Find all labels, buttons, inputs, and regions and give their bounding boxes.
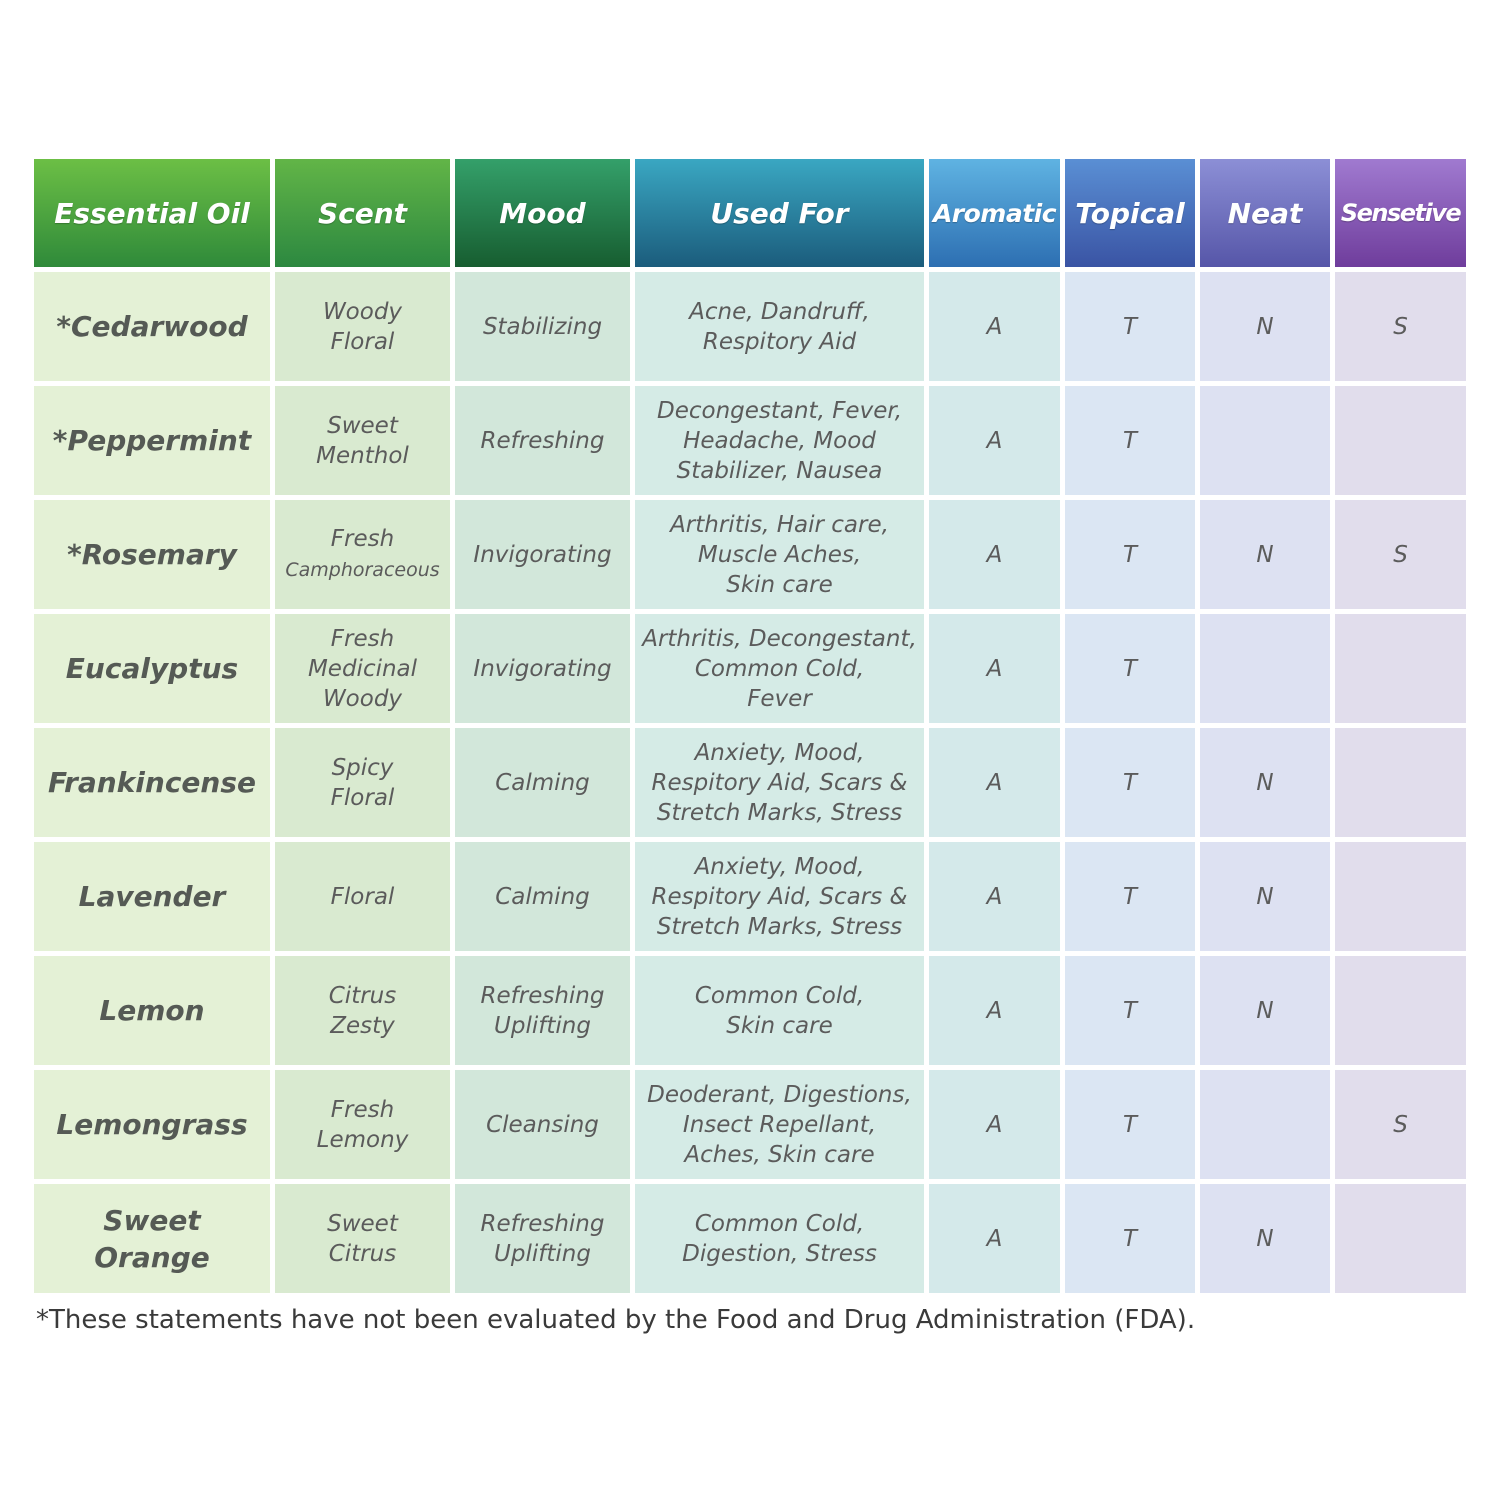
table-row [34,1184,1466,1293]
used-for-cell: Anxiety, Mood, Respitory Aid, Scars & Stretch Marks, Stress [635,842,924,951]
table-row [34,386,1466,495]
sensitive-cell [1335,614,1466,723]
neat-cell: N [1200,1184,1330,1293]
header-scent: Scent [275,159,450,267]
scent-line-1: Fresh [330,526,395,552]
header-sensitive: Sensetive [1335,159,1466,267]
neat-cell [1200,614,1330,723]
aromatic-cell: A [929,386,1060,495]
header-neat: Neat [1200,159,1330,267]
aromatic-cell: A [929,1184,1060,1293]
sensitive-cell [1335,386,1466,495]
used-for-cell: Deoderant, Digestions, Insect Repellant, Aches, Skin care [635,1070,924,1179]
sensitive-cell [1335,956,1466,1065]
used-for-cell: Arthritis, Decongestant, Common Cold, Fever [635,614,924,723]
neat-cell: N [1200,842,1330,951]
sensitive-cell: S [1335,272,1466,381]
topical-cell: T [1065,1184,1195,1293]
oil-name-cell: *Rosemary [34,500,270,609]
table-header [34,159,1466,267]
topical-cell: T [1065,1070,1195,1179]
table-row [34,272,1466,381]
oil-name-cell: Eucalyptus [34,614,270,723]
aromatic-cell: A [929,614,1060,723]
aromatic-cell: A [929,500,1060,609]
used-for-cell: Common Cold, Digestion, Stress [635,1184,924,1293]
mood-cell: Stabilizing [455,272,630,381]
neat-cell: N [1200,956,1330,1065]
topical-cell: T [1065,614,1195,723]
neat-cell: N [1200,728,1330,837]
neat-cell: N [1200,272,1330,381]
oil-name-cell: Sweet Orange [34,1184,270,1293]
topical-cell: T [1065,842,1195,951]
oil-name-cell: *Cedarwood [34,272,270,381]
oil-name-cell: Lemon [34,956,270,1065]
topical-cell: T [1065,956,1195,1065]
header-topical: Topical [1065,159,1195,267]
table-row [34,842,1466,951]
table-row [34,1070,1466,1179]
sensitive-cell [1335,728,1466,837]
header-row [34,159,1466,267]
neat-cell: N [1200,500,1330,609]
neat-cell [1200,386,1330,495]
topical-cell: T [1065,728,1195,837]
scent-cell: Sweet Menthol [275,386,450,495]
sensitive-cell: S [1335,1070,1466,1179]
mood-cell: Calming [455,842,630,951]
used-for-cell: Acne, Dandruff, Respitory Aid [635,272,924,381]
mood-cell: Calming [455,728,630,837]
scent-cell: Sweet Citrus [275,1184,450,1293]
essential-oils-table-container [34,159,1466,1293]
topical-cell: T [1065,500,1195,609]
oil-name-cell: *Peppermint [34,386,270,495]
aromatic-cell: A [929,272,1060,381]
topical-cell: T [1065,386,1195,495]
aromatic-cell: A [929,728,1060,837]
oil-name-cell: Lavender [34,842,270,951]
table-row [34,614,1466,723]
scent-cell: Fresh Lemony [275,1070,450,1179]
topical-cell: T [1065,272,1195,381]
table-row [34,728,1466,837]
scent-cell: Spicy Floral [275,728,450,837]
used-for-cell: Arthritis, Hair care, Muscle Aches, Skin care [635,500,924,609]
sensitive-cell [1335,842,1466,951]
sensitive-cell: S [1335,500,1466,609]
essential-oils-table [29,154,1471,1298]
scent-cell: Citrus Zesty [275,956,450,1065]
mood-cell: Refreshing Uplifting [455,1184,630,1293]
header-used-for: Used For [635,159,924,267]
header-aromatic: Aromatic [929,159,1060,267]
scent-cell [275,500,450,609]
used-for-cell: Decongestant, Fever, Headache, Mood Stabilizer, Nausea [635,386,924,495]
mood-cell: Refreshing [455,386,630,495]
fda-disclaimer-footnote: *These statements have not been evaluated by the Food and Drug Administration (FDA). [36,1305,1196,1335]
used-for-cell: Anxiety, Mood, Respitory Aid, Scars & Stretch Marks, Stress [635,728,924,837]
scent-cell: Fresh Medicinal Woody [275,614,450,723]
oil-name-cell: Frankincense [34,728,270,837]
table-row [34,500,1466,609]
scent-line-2: Camphoraceous [285,559,440,581]
mood-cell: Refreshing Uplifting [455,956,630,1065]
mood-cell: Invigorating [455,614,630,723]
table-row [34,956,1466,1065]
sensitive-cell [1335,1184,1466,1293]
used-for-cell: Common Cold, Skin care [635,956,924,1065]
header-essential-oil: Essential Oil [34,159,270,267]
mood-cell: Invigorating [455,500,630,609]
mood-cell: Cleansing [455,1070,630,1179]
neat-cell [1200,1070,1330,1179]
scent-cell: Woody Floral [275,272,450,381]
header-mood: Mood [455,159,630,267]
aromatic-cell: A [929,842,1060,951]
scent-cell: Floral [275,842,450,951]
aromatic-cell: A [929,956,1060,1065]
table-body [34,272,1466,1293]
oil-name-cell: Lemongrass [34,1070,270,1179]
aromatic-cell: A [929,1070,1060,1179]
